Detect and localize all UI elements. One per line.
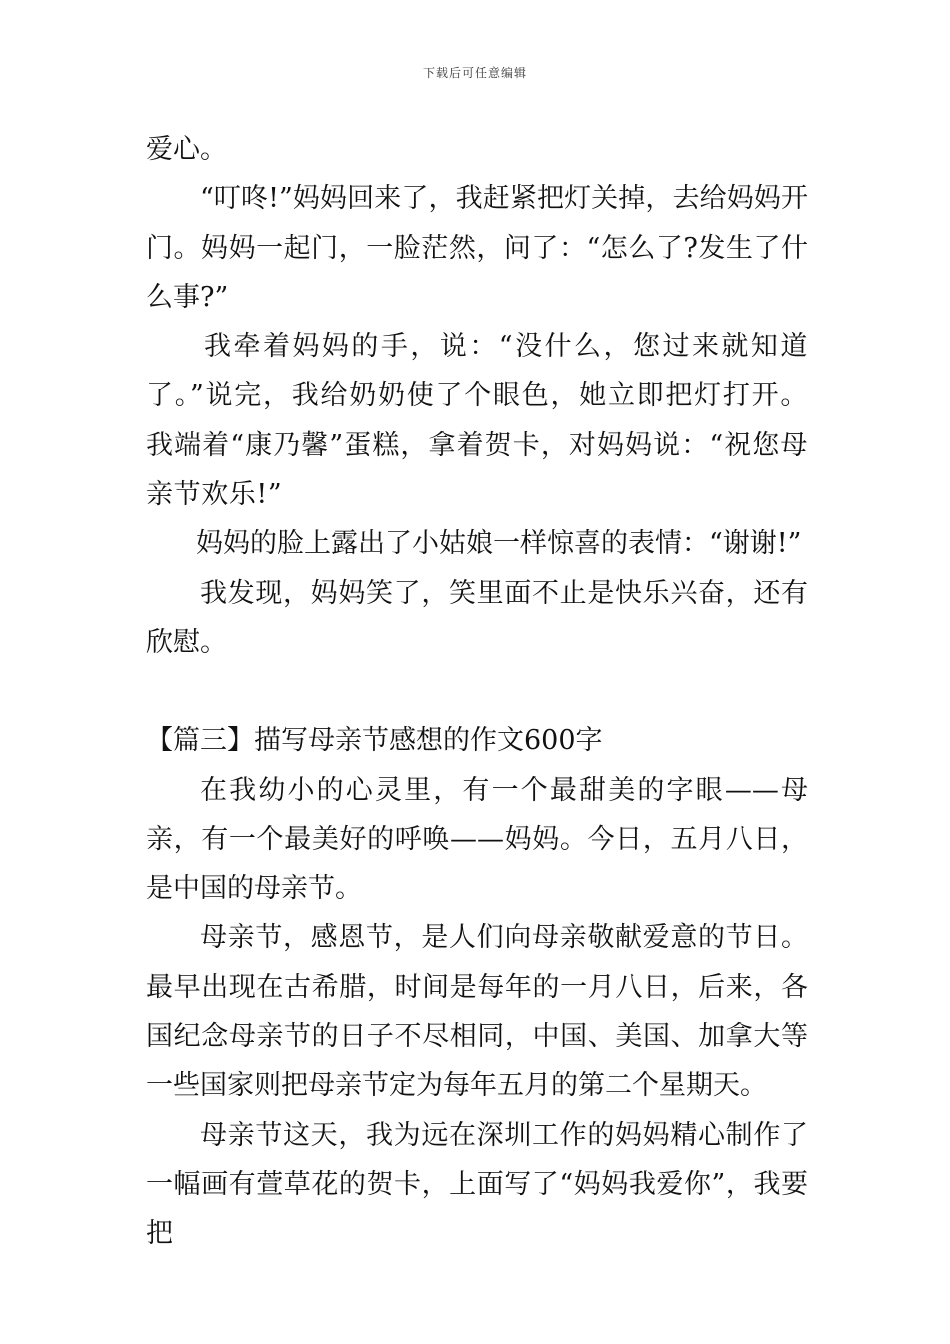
paragraph-card: 母亲节这天，我为远在深圳工作的妈妈精心制作了一幅画有萱草花的贺卡，上面写了“妈妈我爱你”，我要把 — [146, 1119, 808, 1250]
page-header-note: 下载后可任意编辑 — [422, 66, 527, 80]
paragraph-continuation: 爱心。 — [146, 134, 227, 165]
paragraph-smile: 我发现，妈妈笑了，笑里面不止是快乐兴奋，还有欣慰。 — [146, 577, 808, 658]
section-heading: 【篇三】描写母亲节感想的作文600字 — [146, 725, 603, 757]
paragraph-surprise: 我牵着妈妈的手，说：“没什么，您过来就知道了。”说完，我给奶奶使了个眼色，她立即把灯打开。我端着“康乃馨”蛋糕，拿着贺卡，对妈妈说：“祝您母亲节欢乐!” — [146, 331, 808, 511]
paragraph-doorbell: “叮咚!”妈妈回来了，我赶紧把灯关掉，去给妈妈开门。妈妈一起门，一脸茫然，问了：“怎么了?发生了什么事?” — [146, 183, 808, 313]
paragraph-thanks: 妈妈的脸上露出了小姑娘一样惊喜的表情：“谢谢!” — [196, 528, 802, 560]
paragraph-intro: 在我幼小的心灵里，有一个最甜美的字眼——母亲，有一个最美好的呼唤——妈妈。今日，五月八日，是中国的母亲节。 — [146, 774, 808, 905]
document-body — [146, 125, 808, 1259]
paragraph-history: 母亲节，感恩节，是人们向母亲敬献爱意的节日。最早出现在古希腊，时间是每年的一月八日，后来，各国纪念母亲节的日子不尽相同，中国、美国、加拿大等一些国家则把母亲节定为每年五月的第二个星期天。 — [146, 922, 808, 1102]
section-spacer — [146, 667, 808, 716]
